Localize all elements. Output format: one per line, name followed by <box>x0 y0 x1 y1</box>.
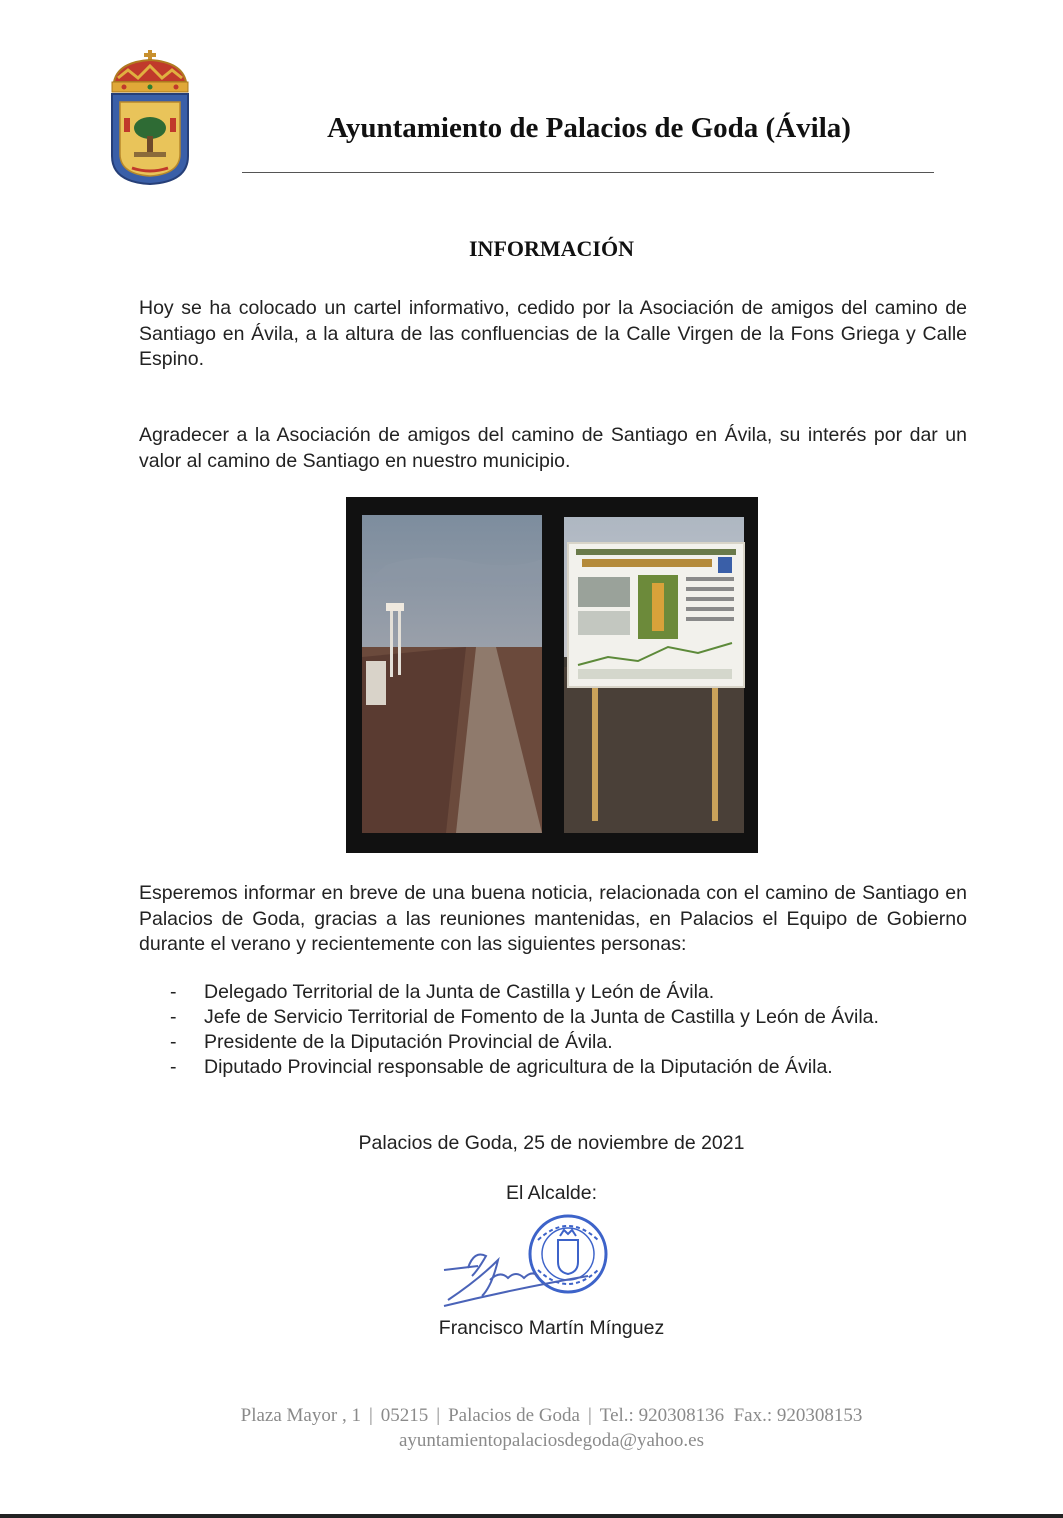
date-line: Palacios de Goda, 25 de noviembre de 2021 <box>358 1132 745 1154</box>
list-item: - Diputado Provincial responsable de agricultura de la Diputación de Ávila. <box>170 1056 833 1078</box>
footer-email: ayuntamientopalaciosdegoda@yahoo.es <box>398 1430 705 1451</box>
meetings-list <box>170 980 879 1080</box>
section-heading: INFORMACIÓN <box>469 236 634 261</box>
list-item: - Presidente de la Diputación Provincial de Ávila. <box>170 1031 613 1053</box>
header-divider <box>242 172 934 173</box>
signature-and-stamp <box>438 1210 618 1310</box>
footer-separator: | <box>436 1405 441 1426</box>
municipality-title: Ayuntamiento de Palacios de Goda (Ávila) <box>327 112 851 144</box>
paragraph-upcoming-news: Esperemos informar en breve de una buena noticia, relacionada con el camino de Santiago en Palacios de Goda, gracias a las reuniones mantenidas, en Palacios el Equipo de Gobierno durante el verano y recientemente con las siguientes personas: <box>139 882 967 955</box>
footer-separator: | <box>368 1405 373 1426</box>
footer-postcode: 05215 <box>380 1405 429 1426</box>
footer-separator: | <box>587 1405 592 1426</box>
official-stamp <box>530 1216 606 1292</box>
paragraph-thanks: Agradecer a la Asociación de amigos del camino de Santiago en Ávila, su interés por dar un valor al camino de Santiago en nuestro municipio. <box>139 424 967 472</box>
footer-contact <box>0 1405 1063 1427</box>
photo-collage <box>346 497 758 853</box>
photo-path-dusk <box>362 515 542 833</box>
signer-role: El Alcalde: <box>505 1182 598 1204</box>
footer-address: Plaza Mayor , 1 <box>240 1405 361 1426</box>
paragraph-sign-placed: Hoy se ha colocado un cartel informativo, cedido por la Asociación de amigos del camino de Santiago en Ávila, a la altura de las confluencias de la Calle Virgen de la Fons Griega y Calle Espino. <box>139 297 967 370</box>
signer-name: Francisco Martín Mínguez <box>438 1317 665 1339</box>
footer-phone: Tel.: 920308136 <box>599 1405 725 1426</box>
page-bottom-border <box>0 1514 1063 1518</box>
coat-of-arms-logo <box>104 48 196 186</box>
list-item: - Jefe de Servicio Territorial de Fomento de la Junta de Castilla y León de Ávila. <box>170 1006 879 1028</box>
list-item: - Delegado Territorial de la Junta de Castilla y León de Ávila. <box>170 981 715 1003</box>
footer-town: Palacios de Goda <box>448 1405 580 1426</box>
footer-fax: Fax.: 920308153 <box>733 1405 863 1426</box>
photo-information-sign <box>564 517 744 833</box>
handwritten-signature <box>444 1255 588 1307</box>
